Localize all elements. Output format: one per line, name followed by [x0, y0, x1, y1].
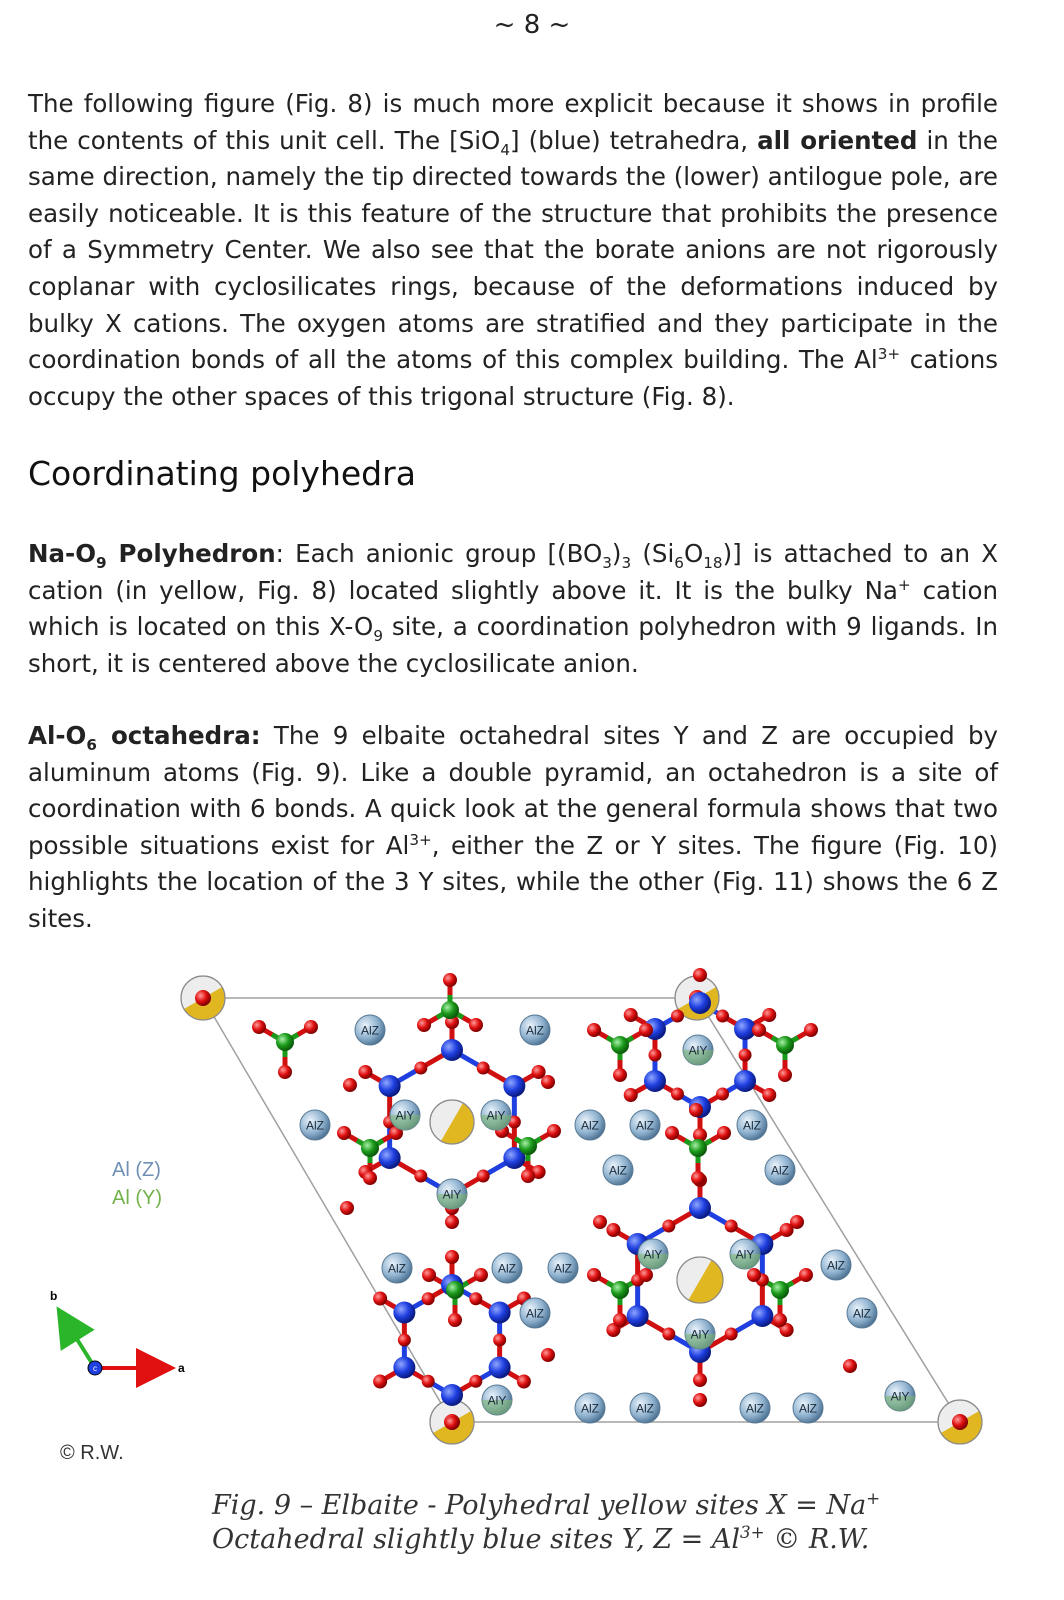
crystal-structure-figure: [0, 960, 1064, 1520]
silicon-atom: [489, 1357, 511, 1379]
al-y-site: [481, 1100, 511, 1130]
al-y-site: [730, 1239, 760, 1269]
oxygen-atom: [639, 1268, 653, 1282]
oxygen-atom: [541, 1348, 555, 1362]
axis-indicator: [50, 1289, 185, 1375]
oxygen-atom: [773, 1313, 787, 1327]
oxygen-atom: [521, 1169, 535, 1183]
oxygen-atom: [689, 1103, 703, 1117]
oxygen-atom: [717, 1126, 731, 1140]
al-z-label: AlZ: [498, 1261, 516, 1276]
oxygen-atom: [799, 1268, 813, 1282]
al-z-site: [575, 1110, 605, 1140]
oxygen-atom: [443, 973, 457, 987]
paragraph-al-octahedra: $Al-O_6$ octahedra: The 9 elbaite octahedral sites Y and Z are occupied by aluminum atoms (Fig. 9). Like a double pyramid, an octahedron is a site of coordination with 6 bonds. A quick look at the general formula shows that two possible situations exist for $Al^{3+}$, either the Z or Y sites. The figure (Fig. 10) highlights the location of the 3 Y sites, while the other (Fig. 11) shows the 6 Z sites.: [28, 721, 998, 933]
oxygen-atom: [778, 1068, 792, 1082]
oxygen-atom: [716, 1010, 729, 1023]
al-z-label: AlZ: [361, 1023, 379, 1038]
silicon-atom: [689, 1197, 711, 1219]
al-y-label: AlY: [890, 1389, 910, 1404]
silicon-atom: [644, 1070, 666, 1092]
al-z-label: AlZ: [554, 1261, 572, 1276]
al-y-label: AlY: [690, 1327, 710, 1342]
boron-atom: [361, 1139, 379, 1157]
al-z-label: AlZ: [306, 1118, 324, 1133]
silicon-atom: [393, 1357, 415, 1379]
oxygen-atom: [790, 1215, 804, 1229]
al-z-site: [603, 1155, 633, 1185]
term-na-o9: $Na-O_9$ Polyhedron: [28, 539, 276, 572]
boron-atom: [441, 1001, 459, 1019]
oxygen-atom: [725, 1328, 738, 1341]
oxygen-atom: [762, 1008, 776, 1022]
oxygen-atom: [252, 1020, 266, 1034]
al-z-label: AlZ: [609, 1163, 627, 1178]
al-y-label: AlY: [442, 1187, 462, 1202]
al-z-label: AlZ: [771, 1163, 789, 1178]
oxygen-atom: [662, 1328, 675, 1341]
silicon-atom: [393, 1302, 415, 1324]
al-z-label: AlZ: [581, 1401, 599, 1416]
oxygen-atom: [343, 1078, 357, 1092]
oxygen-atom: [304, 1020, 318, 1034]
boron-atom: [446, 1281, 464, 1299]
oxygen-atom: [422, 1268, 436, 1282]
al-y-site: [482, 1385, 512, 1415]
oxygen-atom: [278, 1065, 292, 1079]
oxygen-atom: [762, 1088, 776, 1102]
al-y-label: AlY: [487, 1393, 507, 1408]
al-y-label: AlY: [643, 1247, 663, 1262]
al-z-site: [520, 1298, 550, 1328]
al-z-label: AlZ: [581, 1118, 599, 1133]
oxygen-atom: [547, 1124, 561, 1138]
oxygen-atom: [358, 1065, 372, 1079]
al-z-site: [740, 1393, 770, 1423]
oxygen-atom: [693, 968, 707, 982]
oxygen-atom: [469, 1292, 482, 1305]
al-y-site: [683, 1035, 713, 1065]
oxygen-atom: [587, 1023, 601, 1037]
silicon-atom: [627, 1305, 649, 1327]
oxygen-atom: [477, 1062, 490, 1075]
oxygen-atom: [648, 1049, 661, 1062]
al-z-site: [765, 1155, 795, 1185]
oxygen-atom: [422, 1292, 435, 1305]
al-y-label: AlY: [735, 1247, 755, 1262]
cell-edge: [203, 998, 960, 1422]
silicon-atom: [379, 1147, 401, 1169]
oxygen-atom: [606, 1223, 620, 1237]
oxygen-atom: [493, 1334, 506, 1347]
oxygen-atom: [414, 1170, 427, 1183]
oxygen-atom: [665, 1126, 679, 1140]
boron-atom: [276, 1033, 294, 1051]
silicon-atom: [751, 1305, 773, 1327]
al-z-label: AlZ: [799, 1401, 817, 1416]
oxygen-atom: [716, 1088, 729, 1101]
al-y-site: [390, 1100, 420, 1130]
boron-atom: [689, 1139, 707, 1157]
oxygen-atom: [613, 1313, 627, 1327]
boron-atom: [611, 1036, 629, 1054]
oxygen-atom: [752, 1023, 766, 1037]
oxygen-atom: [747, 1268, 761, 1282]
al-y-label: AlY: [486, 1108, 506, 1123]
oxygen-atom: [445, 1215, 459, 1229]
al-z-label: AlZ: [526, 1306, 544, 1321]
silicon-atom: [689, 992, 711, 1014]
paragraph-na-polyhedron: $Na-O_9$ Polyhedron: Each anionic group [$(BO_3)_3$ $(Si_6O_{18})$] is attached to an X cation (in yellow, Fig. 8) located slightly above it. It is the bulky Na+ cation which is located on this $X-O_9$ site, a coordination polyhedron with 9 ligands. In short, it is centered above the cyclosilicate anion.: [28, 539, 999, 678]
al-z-site: [382, 1253, 412, 1283]
oxygen-atom: [363, 1171, 377, 1185]
al-z-site: [630, 1393, 660, 1423]
legend-al-y: Al (Y): [112, 1187, 162, 1209]
na-site: [938, 1400, 982, 1444]
oxygen-atom: [414, 1062, 427, 1075]
boron-atom: [519, 1137, 537, 1155]
silicon-atom: [734, 1070, 756, 1092]
al-y-site: [638, 1239, 668, 1269]
oxygen-atom: [469, 1018, 483, 1032]
paragraph-unit-cell: The following figure (Fig. 8) is much more explicit because it shows in profile the contents of this unit cell. The [SiO$_4$] (blue) tetrahedra, all oriented in the same direction, namely the tip directed towards the (lower) antilogue pole, are easily noticeable. It is this feature of the structure that prohibits the presence of a Symmetry Center. We also see that the borate anions are not rigorously coplanar with cyclosilicates rings, because of the deformations induced by bulky X cations. The oxygen atoms are stratified and they participate in the coordination bonds of all the atoms of this complex building. The $Al^{3+}$ cations occupy the other spaces of this trigonal structure (Fig. 8).: [28, 89, 998, 411]
al-z-site: [355, 1015, 385, 1045]
oxygen-atom: [671, 1088, 684, 1101]
oxygen-atom: [613, 1068, 627, 1082]
oxygen-atom: [417, 1018, 431, 1032]
axis-a-label: a: [178, 1361, 185, 1375]
oxygen-atom: [445, 1416, 459, 1430]
oxygen-atom: [693, 1393, 707, 1407]
al-z-site: [847, 1298, 877, 1328]
oxygen-atom: [541, 1075, 555, 1089]
al-y-site: [685, 1319, 715, 1349]
axis-c-label: c: [93, 1364, 97, 1373]
oxygen-atom: [624, 1088, 638, 1102]
term-al-o6: $Al-O_6$ octahedra:: [28, 721, 261, 754]
silicon-atom: [503, 1075, 525, 1097]
oxygen-atom: [474, 1268, 488, 1282]
al-z-label: AlZ: [743, 1118, 761, 1133]
figure-caption: Fig. 9 – Elbaite - Polyhedral yellow sites X = Na+ Octahedral slightly blue sites Y, $Z = Al^{3+}$ © R.W.: [212, 1488, 881, 1555]
oxygen-atom: [693, 1373, 707, 1387]
axis-b-arrow: [65, 1320, 95, 1368]
al-z-site: [548, 1253, 578, 1283]
oxygen-atom: [639, 1023, 653, 1037]
al-z-site: [630, 1110, 660, 1140]
emphasis-all-oriented: all oriented: [757, 125, 918, 155]
al-z-label: AlZ: [636, 1118, 654, 1133]
section-title: Coordinating polyhedra: [28, 454, 416, 493]
boron-atom: [771, 1281, 789, 1299]
oxygen-atom: [337, 1126, 351, 1140]
al-z-label: AlZ: [746, 1401, 764, 1416]
page-number: ~ 8 ~: [493, 10, 571, 40]
oxygen-atom: [804, 1023, 818, 1037]
oxygen-atom: [398, 1334, 411, 1347]
al-z-label: AlZ: [636, 1401, 654, 1416]
oxygen-atom: [517, 1375, 531, 1389]
na-site: [677, 1257, 723, 1303]
oxygen-atom: [739, 1049, 752, 1062]
al-z-label: AlZ: [827, 1258, 845, 1273]
al-y-site: [885, 1381, 915, 1411]
atoms-layer: [181, 968, 982, 1444]
axis-b-label: b: [50, 1289, 58, 1303]
na-site: [430, 1100, 474, 1144]
boron-atom: [611, 1281, 629, 1299]
unit-cell-outline: [203, 998, 960, 1422]
oxygen-atom: [445, 1250, 459, 1264]
al-z-site: [737, 1110, 767, 1140]
al-y-label: AlY: [395, 1108, 415, 1123]
silicon-atom: [441, 1384, 463, 1406]
oxygen-atom: [691, 1171, 705, 1185]
al-z-label: AlZ: [853, 1306, 871, 1321]
al-z-site: [492, 1253, 522, 1283]
oxygen-atom: [469, 1375, 482, 1388]
silicon-atom: [489, 1302, 511, 1324]
oxygen-atom: [373, 1375, 387, 1389]
oxygen-atom: [448, 1313, 462, 1327]
al-z-site: [300, 1110, 330, 1140]
al-z-label: AlZ: [526, 1023, 544, 1038]
elbaite-structure-diagram: [0, 960, 1064, 1520]
silicon-atom: [379, 1075, 401, 1097]
al-y-label: AlY: [688, 1043, 708, 1058]
figure-copyright: © R.W.: [60, 1442, 124, 1464]
boron-atom: [776, 1036, 794, 1054]
al-z-site: [520, 1015, 550, 1045]
oxygen-atom: [373, 1292, 387, 1306]
na-site: [181, 976, 225, 1020]
oxygen-atom: [593, 1215, 607, 1229]
oxygen-atom: [477, 1170, 490, 1183]
oxygen-atom: [587, 1268, 601, 1282]
oxygen-atom: [340, 1201, 354, 1215]
al-z-site: [793, 1393, 823, 1423]
oxygen-atom: [422, 1375, 435, 1388]
al-z-label: AlZ: [388, 1261, 406, 1276]
oxygen-atom: [662, 1220, 675, 1233]
al-z-site: [575, 1393, 605, 1423]
al-y-site: [437, 1179, 467, 1209]
oxygen-atom: [725, 1220, 738, 1233]
legend-al-z: Al (Z): [112, 1159, 161, 1181]
silicon-atom: [441, 1039, 463, 1061]
oxygen-atom: [843, 1359, 857, 1373]
oxygen-atom: [671, 1010, 684, 1023]
al-z-site: [821, 1250, 851, 1280]
oxygen-atom: [624, 1008, 638, 1022]
